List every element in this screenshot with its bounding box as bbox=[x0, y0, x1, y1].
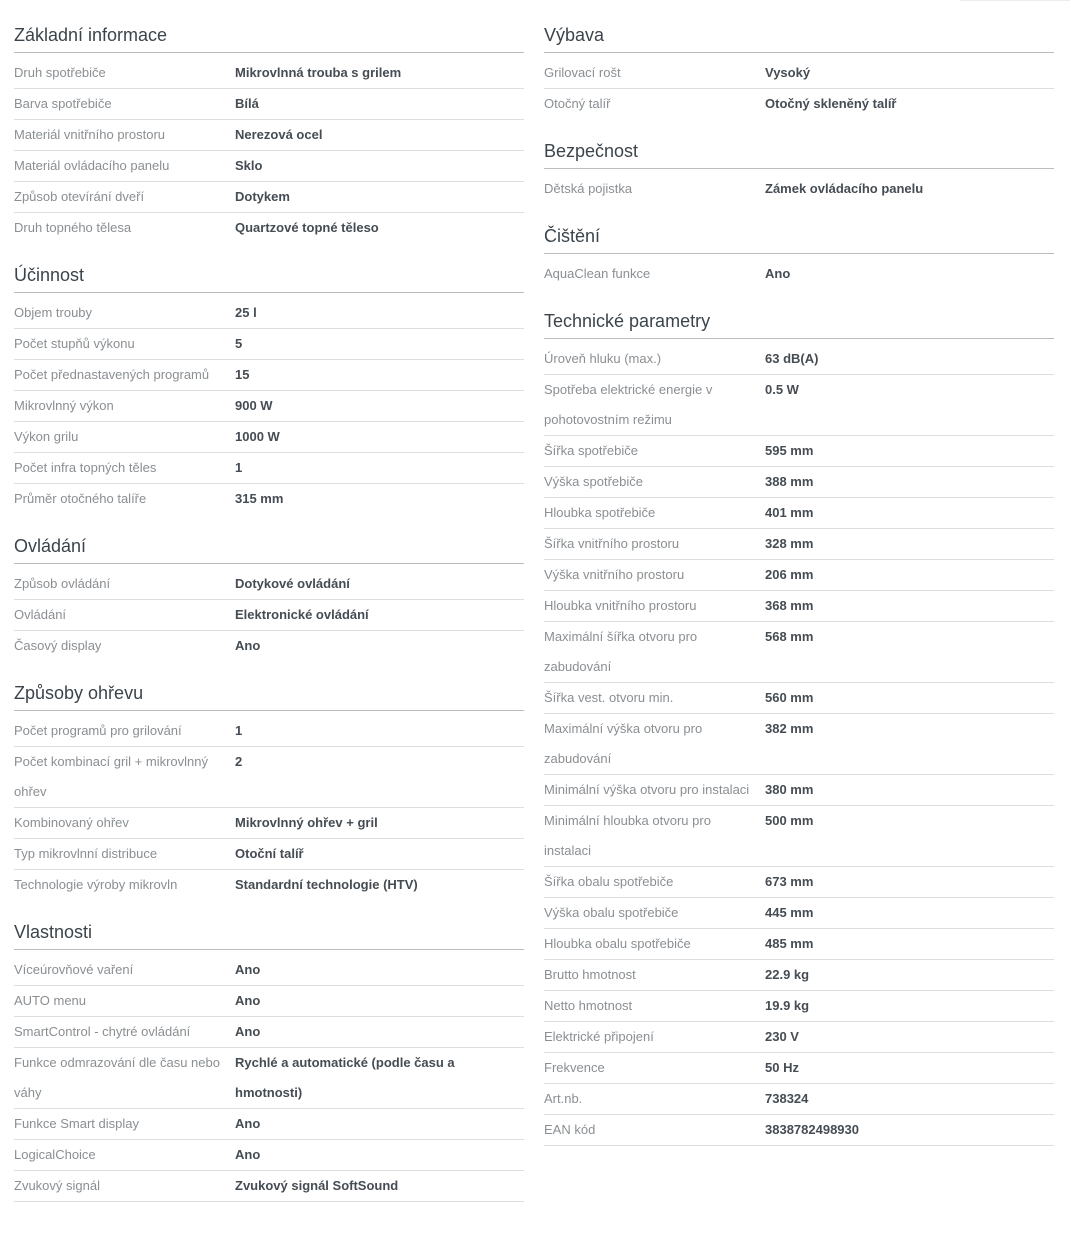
spec-value: Rychlé a automatické (podle času a hmotnosti) bbox=[235, 1055, 455, 1100]
spec-row bbox=[14, 360, 524, 391]
spec-label: Počet přednastavených programů bbox=[14, 367, 210, 382]
spec-label: Počet programů pro grilování bbox=[14, 723, 182, 738]
spec-row bbox=[14, 329, 524, 360]
spec-label: Způsob otevírání dveří bbox=[14, 189, 145, 204]
spec-row bbox=[544, 960, 1054, 991]
spec-label: Víceúrovňové vaření bbox=[14, 962, 134, 977]
spec-value: Quartzové topné těleso bbox=[235, 220, 379, 235]
spec-row bbox=[544, 344, 1054, 375]
spec-value: Ano bbox=[235, 993, 261, 1008]
spec-label: Netto hmotnost bbox=[544, 998, 633, 1013]
spec-label: Časový display bbox=[14, 638, 102, 653]
spec-value: 328 mm bbox=[765, 536, 814, 551]
section-title: Technické parametry bbox=[544, 309, 1054, 339]
spec-label: Art.nb. bbox=[544, 1091, 583, 1106]
spec-row bbox=[544, 1115, 1054, 1146]
spec-row bbox=[544, 775, 1054, 806]
spec-row bbox=[544, 898, 1054, 929]
spec-section bbox=[544, 139, 1054, 204]
spec-value: 2 bbox=[235, 754, 243, 769]
section-title: Způsoby ohřevu bbox=[14, 681, 524, 711]
spec-value: 15 bbox=[235, 367, 250, 382]
spec-label: Druh topného tělesa bbox=[14, 220, 132, 235]
spec-label: Funkce odmrazování dle času nebo váhy bbox=[14, 1055, 220, 1100]
spec-section bbox=[14, 920, 524, 1202]
spec-section bbox=[544, 224, 1054, 289]
spec-label: LogicalChoice bbox=[14, 1147, 96, 1162]
spec-label: Maximální šířka otvoru pro zabudování bbox=[544, 629, 698, 674]
spec-row bbox=[544, 560, 1054, 591]
spec-value: 560 mm bbox=[765, 690, 814, 705]
spec-row bbox=[14, 808, 524, 839]
spec-row bbox=[14, 986, 524, 1017]
spec-label: Úroveň hluku (max.) bbox=[544, 351, 662, 366]
spec-row bbox=[14, 1140, 524, 1171]
spec-value: Standardní technologie (HTV) bbox=[235, 877, 418, 892]
spec-row bbox=[544, 1022, 1054, 1053]
spec-row bbox=[544, 714, 1054, 775]
spec-value: 900 W bbox=[235, 398, 273, 413]
section-title: Bezpečnost bbox=[544, 139, 1054, 169]
spec-value: 63 dB(A) bbox=[765, 351, 819, 366]
spec-value: Ano bbox=[765, 266, 791, 281]
spec-label: Grilovací rošt bbox=[544, 65, 621, 80]
spec-row bbox=[544, 929, 1054, 960]
spec-value: 1 bbox=[235, 460, 243, 475]
spec-label: Zvukový signál bbox=[14, 1178, 100, 1193]
section-title: Ovládání bbox=[14, 534, 524, 564]
spec-label: Ovládání bbox=[14, 607, 67, 622]
spec-label: Spotřeba elektrické energie v pohotovostním režimu bbox=[544, 382, 713, 427]
spec-value: Bílá bbox=[235, 96, 259, 111]
spec-row bbox=[14, 182, 524, 213]
spec-label: Druh spotřebiče bbox=[14, 65, 106, 80]
spec-value: 5 bbox=[235, 336, 243, 351]
spec-value: 230 V bbox=[765, 1029, 799, 1044]
spec-value: 382 mm bbox=[765, 721, 814, 736]
spec-value: 445 mm bbox=[765, 905, 814, 920]
spec-value: 568 mm bbox=[765, 629, 814, 644]
spec-value: Ano bbox=[235, 1024, 261, 1039]
spec-label: Brutto hmotnost bbox=[544, 967, 636, 982]
spec-value: Ano bbox=[235, 638, 261, 653]
spec-row bbox=[544, 498, 1054, 529]
spec-value: 315 mm bbox=[235, 491, 284, 506]
spec-value: 500 mm bbox=[765, 813, 814, 828]
spec-row bbox=[544, 1053, 1054, 1084]
spec-label: Funkce Smart display bbox=[14, 1116, 139, 1131]
spec-value: Mikrovlnná trouba s grilem bbox=[235, 65, 402, 80]
spec-row bbox=[14, 391, 524, 422]
spec-value: Ano bbox=[235, 1147, 261, 1162]
spec-label: Elektrické připojení bbox=[544, 1029, 654, 1044]
spec-row bbox=[14, 955, 524, 986]
spec-section bbox=[14, 681, 524, 900]
spec-row bbox=[14, 569, 524, 600]
spec-label: AquaClean funkce bbox=[544, 266, 651, 281]
spec-label: Dětská pojistka bbox=[544, 181, 633, 196]
spec-row bbox=[14, 89, 524, 120]
spec-section bbox=[544, 23, 1054, 119]
spec-row bbox=[544, 375, 1054, 436]
spec-row bbox=[544, 622, 1054, 683]
spec-value: Sklo bbox=[235, 158, 263, 173]
spec-label: Materiál ovládacího panelu bbox=[14, 158, 170, 173]
spec-value: 1000 W bbox=[235, 429, 280, 444]
spec-value: Mikrovlnný ohřev + gril bbox=[235, 815, 378, 830]
spec-label: Kombinovaný ohřev bbox=[14, 815, 129, 830]
spec-row bbox=[544, 436, 1054, 467]
spec-row bbox=[544, 174, 1054, 204]
spec-label: Technologie výroby mikrovln bbox=[14, 877, 178, 892]
spec-row bbox=[544, 529, 1054, 560]
spec-value: 485 mm bbox=[765, 936, 814, 951]
spec-label: Hloubka obalu spotřebiče bbox=[544, 936, 691, 951]
spec-row bbox=[14, 453, 524, 484]
spec-label: Šířka vest. otvoru min. bbox=[544, 690, 674, 705]
spec-label: Objem trouby bbox=[14, 305, 93, 320]
spec-section bbox=[14, 23, 524, 243]
section-title: Účinnost bbox=[14, 263, 524, 293]
section-title: Výbava bbox=[544, 23, 1054, 53]
spec-value: 368 mm bbox=[765, 598, 814, 613]
spec-label: Výška obalu spotřebiče bbox=[544, 905, 679, 920]
spec-label: Výška vnitřního prostoru bbox=[544, 567, 685, 582]
spec-label: Frekvence bbox=[544, 1060, 605, 1075]
spec-label: Materiál vnitřního prostoru bbox=[14, 127, 166, 142]
spec-label: Počet kombinací gril + mikrovlnný ohřev bbox=[14, 754, 208, 799]
section-title: Vlastnosti bbox=[14, 920, 524, 950]
spec-value: 50 Hz bbox=[765, 1060, 799, 1075]
spec-label: Šířka spotřebiče bbox=[544, 443, 638, 458]
spec-row bbox=[544, 467, 1054, 498]
spec-value: 206 mm bbox=[765, 567, 814, 582]
spec-value: 401 mm bbox=[765, 505, 814, 520]
spec-label: Otočný talíř bbox=[544, 96, 611, 111]
spec-row bbox=[14, 716, 524, 747]
spec-value: Ano bbox=[235, 962, 261, 977]
spec-label: Mikrovlnný výkon bbox=[14, 398, 114, 413]
spec-label: Počet infra topných těles bbox=[14, 460, 157, 475]
spec-label: EAN kód bbox=[544, 1122, 596, 1137]
spec-row bbox=[544, 806, 1054, 867]
spec-row bbox=[544, 58, 1054, 89]
spec-label: Šířka obalu spotřebiče bbox=[544, 874, 674, 889]
spec-label: Maximální výška otvoru pro zabudování bbox=[544, 721, 703, 766]
spec-value: 388 mm bbox=[765, 474, 814, 489]
spec-label: Způsob ovládání bbox=[14, 576, 111, 591]
spec-value: Dotykové ovládání bbox=[235, 576, 350, 591]
spec-label: Barva spotřebiče bbox=[14, 96, 112, 111]
spec-value: 19.9 kg bbox=[765, 998, 810, 1013]
spec-row bbox=[14, 422, 524, 453]
spec-value: Otočný skleněný talíř bbox=[765, 96, 897, 111]
spec-value: 380 mm bbox=[765, 782, 814, 797]
top-divider bbox=[960, 0, 1070, 1]
spec-row bbox=[544, 259, 1054, 289]
spec-label: Minimální hloubka otvoru pro instalaci bbox=[544, 813, 711, 858]
spec-value: 595 mm bbox=[765, 443, 814, 458]
spec-row bbox=[14, 839, 524, 870]
section-title: Čištění bbox=[544, 224, 1054, 254]
spec-label: Typ mikrovlnní distribuce bbox=[14, 846, 158, 861]
spec-row bbox=[544, 867, 1054, 898]
spec-row bbox=[14, 1048, 524, 1109]
spec-label: Minimální výška otvoru pro instalaci bbox=[544, 782, 750, 797]
spec-row bbox=[14, 58, 524, 89]
spec-row bbox=[14, 1109, 524, 1140]
spec-row bbox=[544, 89, 1054, 119]
spec-label: Hloubka spotřebiče bbox=[544, 505, 656, 520]
spec-value: Otoční talíř bbox=[235, 846, 304, 861]
spec-row bbox=[14, 631, 524, 661]
spec-section bbox=[14, 534, 524, 661]
spec-value: 22.9 kg bbox=[765, 967, 810, 982]
specs-column-left bbox=[14, 23, 524, 1222]
spec-value: 25 l bbox=[235, 305, 257, 320]
spec-label: Počet stupňů výkonu bbox=[14, 336, 135, 351]
spec-value: Nerezová ocel bbox=[235, 127, 323, 142]
spec-row bbox=[14, 870, 524, 900]
spec-value: Vysoký bbox=[765, 65, 811, 80]
section-title: Základní informace bbox=[14, 23, 524, 53]
spec-label: Výška spotřebiče bbox=[544, 474, 643, 489]
spec-row bbox=[14, 747, 524, 808]
spec-label: AUTO menu bbox=[14, 993, 87, 1008]
spec-row bbox=[14, 1017, 524, 1048]
spec-value: 738324 bbox=[765, 1091, 809, 1106]
spec-label: Šířka vnitřního prostoru bbox=[544, 536, 680, 551]
spec-value: 1 bbox=[235, 723, 243, 738]
spec-row bbox=[14, 120, 524, 151]
spec-row bbox=[544, 991, 1054, 1022]
spec-value: Zámek ovládacího panelu bbox=[765, 181, 924, 196]
specs-column-right bbox=[544, 23, 1054, 1166]
spec-row bbox=[544, 683, 1054, 714]
spec-row bbox=[14, 298, 524, 329]
spec-row bbox=[544, 1084, 1054, 1115]
spec-value: Dotykem bbox=[235, 189, 290, 204]
spec-value: 0.5 W bbox=[765, 382, 799, 397]
spec-row bbox=[14, 1171, 524, 1202]
spec-value: Elektronické ovládání bbox=[235, 607, 369, 622]
spec-row bbox=[14, 484, 524, 514]
spec-value: Zvukový signál SoftSound bbox=[235, 1178, 399, 1193]
spec-section bbox=[14, 263, 524, 514]
spec-row bbox=[544, 591, 1054, 622]
spec-row bbox=[14, 151, 524, 182]
spec-section bbox=[544, 309, 1054, 1146]
spec-label: Hloubka vnitřního prostoru bbox=[544, 598, 697, 613]
spec-row bbox=[14, 600, 524, 631]
spec-row bbox=[14, 213, 524, 243]
spec-label: Výkon grilu bbox=[14, 429, 79, 444]
spec-label: Průměr otočného talíře bbox=[14, 491, 147, 506]
spec-label: SmartControl - chytré ovládání bbox=[14, 1024, 191, 1039]
spec-value: 3838782498930 bbox=[765, 1122, 859, 1137]
spec-value: Ano bbox=[235, 1116, 261, 1131]
spec-value: 673 mm bbox=[765, 874, 814, 889]
